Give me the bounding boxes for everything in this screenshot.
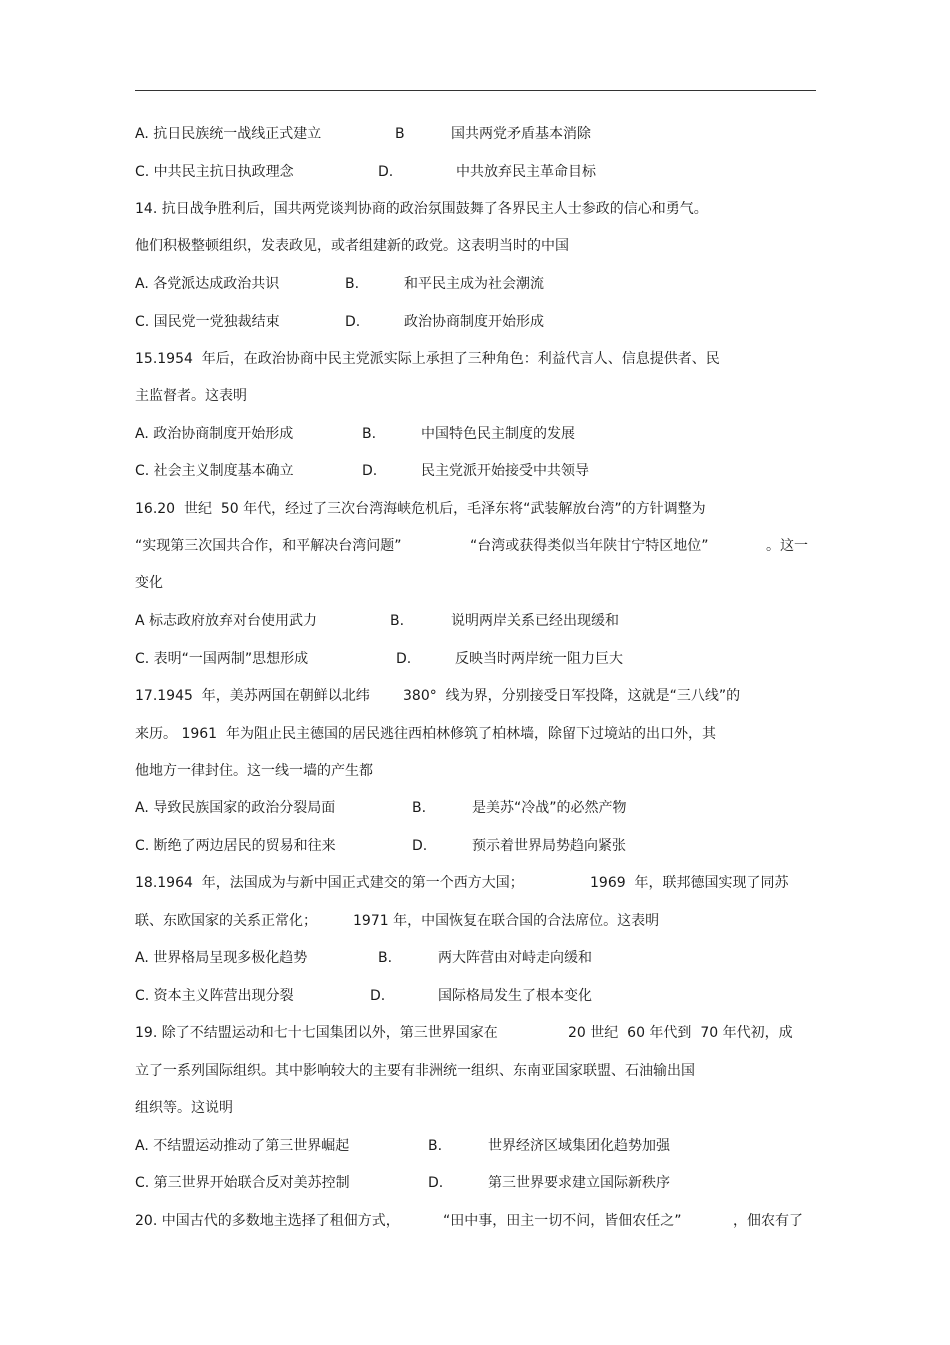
q19-stem-line2: 立了一系列国际组织。其中影响较大的主要有非洲统一组织、东南亚国家联盟、石油输出国: [135, 1063, 695, 1079]
q14-option-d-letter: D.: [345, 314, 361, 330]
q14-stem-line1: 14. 抗日战争胜利后，国共两党谈判协商的政治氛围鼓舞了各界民主人士参政的信心和勇气。: [135, 201, 708, 217]
q18-stem-line2-part2: 1971 年，中国恢复在联合国的合法席位。这表明: [353, 913, 660, 929]
q15-option-d-letter: D.: [362, 463, 378, 479]
q15-option-a: A. 政治协商制度开始形成: [135, 426, 294, 442]
q18-option-b: 两大阵营由对峙走向缓和: [438, 950, 592, 966]
q19-option-a: A. 不结盟运动推动了第三世界崛起: [135, 1138, 350, 1154]
q19-option-d-letter: D.: [428, 1175, 444, 1191]
q16-option-a: A 标志政府放弃对台使用武力: [135, 613, 318, 629]
q13-option-b-letter: B: [395, 126, 405, 142]
q18-stem-line2-part1: 联、东欧国家的关系正常化；: [135, 913, 317, 929]
q19-stem-line1-part2: 20 世纪 60 年代到 70 年代初，成: [568, 1025, 793, 1041]
q17-stem-line2: 来历。 1961 年为阻止民主德国的居民逃往西柏林修筑了柏林墙，除留下过境站的出口外，其: [135, 726, 716, 742]
q14-option-b: 和平民主成为社会潮流: [404, 276, 544, 292]
q14-stem-line2: 他们积极整顿组织，发表政见，或者组建新的政党。这表明当时的中国: [135, 238, 569, 254]
q13-option-c: C. 中共民主抗日执政理念: [135, 164, 294, 180]
q13-option-d: 中共放弃民主革命目标: [456, 164, 596, 180]
q18-option-d: 国际格局发生了根本变化: [438, 988, 592, 1004]
q17-stem-line3: 他地方一律封住。这一线一墙的产生都: [135, 763, 373, 779]
q15-stem-line1: 15.1954 年后，在政治协商中民主党派实际上承担了三种角色：利益代言人、信息提供者、民: [135, 351, 720, 367]
q16-stem-line1: 16.20 世纪 50 年代，经过了三次台湾海峡危机后，毛泽东将“武装解放台湾”的方针调整为: [135, 501, 706, 517]
q14-option-d: 政治协商制度开始形成: [404, 314, 544, 330]
q15-option-d: 民主党派开始接受中共领导: [421, 463, 589, 479]
q19-option-b-letter: B.: [428, 1138, 443, 1154]
q17-stem-line1-part2: 380° 线为界，分别接受日军投降，这就是“三八线”的: [403, 688, 741, 704]
q13-option-a: A. 抗日民族统一战线正式建立: [135, 126, 322, 142]
q16-stem-line2-part3: 。这一: [766, 538, 808, 554]
q15-option-b: 中国特色民主制度的发展: [421, 426, 575, 442]
q16-option-b: 说明两岸关系已经出现缓和: [451, 613, 619, 629]
q19-option-c: C. 第三世界开始联合反对美苏控制: [135, 1175, 350, 1191]
q17-option-d: 预示着世界局势趋向紧张: [472, 838, 626, 854]
q17-option-c: C. 断绝了两边居民的贸易和往来: [135, 838, 336, 854]
q17-option-b: 是美苏“冷战”的必然产物: [472, 800, 627, 816]
q18-option-b-letter: B.: [378, 950, 393, 966]
q17-option-a: A. 导致民族国家的政治分裂局面: [135, 800, 336, 816]
q18-option-d-letter: D.: [370, 988, 386, 1004]
q14-option-b-letter: B.: [345, 276, 360, 292]
q15-option-c: C. 社会主义制度基本确立: [135, 463, 294, 479]
q15-stem-line2: 主监督者。这表明: [135, 388, 247, 404]
q16-option-d: 反映当时两岸统一阻力巨大: [455, 651, 623, 667]
q14-option-c: C. 国民党一党独裁结束: [135, 314, 280, 330]
q15-option-b-letter: B.: [362, 426, 377, 442]
q16-stem-line2-part1: “实现第三次国共合作，和平解决台湾问题”: [135, 538, 402, 554]
q18-stem-line1-part1: 18.1964 年，法国成为与新中国正式建交的第一个西方大国；: [135, 875, 524, 891]
q18-option-c: C. 资本主义阵营出现分裂: [135, 988, 294, 1004]
q20-stem-line1-part1: 20. 中国古代的多数地主选择了租佃方式，: [135, 1213, 400, 1229]
q13-option-d-letter: D.: [378, 164, 394, 180]
q17-option-b-letter: B.: [412, 800, 427, 816]
q16-option-b-letter: B.: [390, 613, 405, 629]
header-rule: [135, 90, 816, 91]
q18-option-a: A. 世界格局呈现多极化趋势: [135, 950, 308, 966]
q20-stem-line1-part2: “田中事，田主一切不问，皆佃农任之”: [443, 1213, 682, 1229]
q18-stem-line1-part2: 1969 年，联邦德国实现了同苏: [590, 875, 789, 891]
q19-stem-line3: 组织等。这说明: [135, 1100, 233, 1116]
q17-option-d-letter: D.: [412, 838, 428, 854]
q20-stem-line1-part3: ，佃农有了: [733, 1213, 803, 1229]
q19-option-b: 世界经济区域集团化趋势加强: [488, 1138, 670, 1154]
q17-stem-line1-part1: 17.1945 年，美苏两国在朝鲜以北纬: [135, 688, 370, 704]
q19-stem-line1-part1: 19. 除了不结盟运动和七十七国集团以外，第三世界国家在: [135, 1025, 498, 1041]
q19-option-d: 第三世界要求建立国际新秩序: [488, 1175, 670, 1191]
q16-stem-line2-part2: “台湾或获得类似当年陕甘宁特区地位”: [470, 538, 709, 554]
q16-stem-line3: 变化: [135, 575, 163, 591]
q16-option-c: C. 表明“一国两制”思想形成: [135, 651, 309, 667]
q14-option-a: A. 各党派达成政治共识: [135, 276, 280, 292]
q13-option-b: 国共两党矛盾基本消除: [451, 126, 591, 142]
q16-option-d-letter: D.: [396, 651, 412, 667]
